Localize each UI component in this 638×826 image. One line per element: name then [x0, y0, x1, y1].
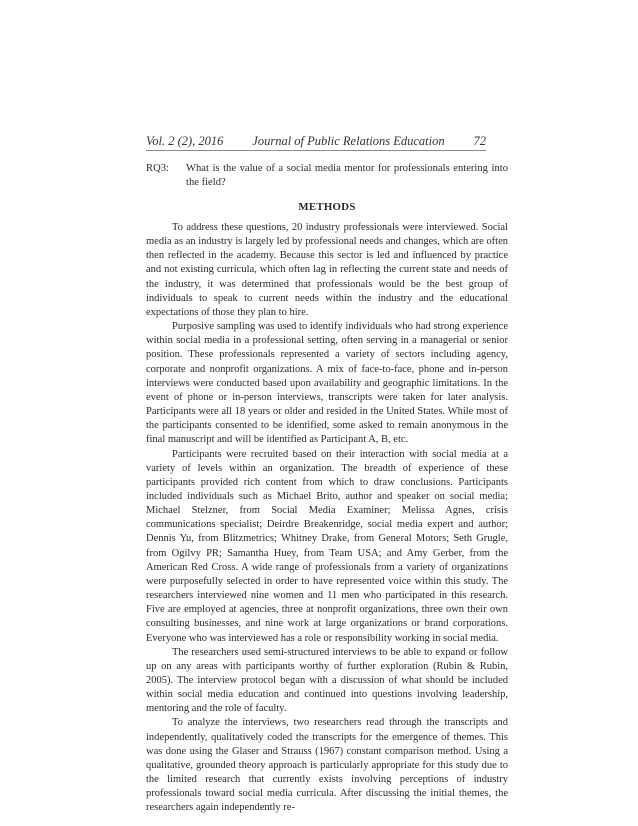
- research-question-3: [146, 162, 508, 190]
- running-header: [146, 134, 486, 149]
- journal-title: Journal of Public Relations Education: [252, 134, 445, 148]
- page-number: 72: [473, 134, 486, 148]
- volume-label: Vol. 2 (2), 2016: [146, 134, 224, 148]
- section-heading: METHODS: [298, 201, 356, 213]
- paragraph: Purposive sampling was used to identify individuals who had strong experience within social media in a professional setting, often serving in a managerial or senior position. These professionals represented a variety of sectors including agency, corporate and nonprofit organizations. A mix of face-to-face, phone and in-person interviews were conducted based upon availability and geographic limitations. In the event of phone or in-person interviews, transcripts were taken for later analysis. Participants were all 18 years or older and resided in the United States. While most of the participants consented to be identified, some asked to remain anonymous in the final manuscript and will be identified as Participant A, B, etc.: [146, 321, 508, 446]
- paragraph: To address these questions, 20 industry professionals were interviewed. Social media as an industry is largely led by professional needs and changes, which are often then reflected in the academy. Because this sector is led and influenced by practice and not existing curricula, which often lag in reflecting the current state and needs of the industry, it was determined that professionals would be the best group of individuals to speak to current needs within the industry and the educational expectations of those they plan to hire.: [146, 222, 508, 318]
- header-rule: [146, 150, 486, 151]
- rq-text: What is the value of a social media mentor for professionals entering into the field?: [186, 163, 508, 189]
- body-text: [146, 221, 508, 816]
- paragraph: To analyze the interviews, two researchers read through the transcripts and independently, qualitatively coded the transcripts for the emergence of themes. This was done using the Glaser and Strauss (1967) constant comparison method. Using a qualitative, grounded theory approach is particularly appropriate for this study due to the limited research that currently exists involving perceptions of industry professionals toward social media curricula. After discussing the initial themes, the researchers again independently re-: [146, 717, 508, 814]
- paragraph: Participants were recruited based on their interaction with social media at a variety of levels within an organization. The breadth of experience of these participants provided rich content from which to draw conclusions. Participants included individuals such as Michael Brito, author and speaker on social media; Michael Stelzner, from Social Media Examiner; Melissa Agnes, crisis communications specialist; Deirdre Breakenridge, social media expert and author; Dennis Yu, from Blitzmetrics; Whitney Drake, from General Motors; Seth Grugle, from Ogilvy PR; Samantha Huey, from Team USA; and Amy Gerber, from the American Red Cross. A wide range of professionals from a variety of organizations were purposefully selected in order to have represented voice within this study. The researchers interviewed nine women and 11 men who participated in this research. Five are employed at agencies, three at nonprofit organizations, three own their own consulting businesses, and nine work at large organizations or brand corporations. Everyone who was interviewed has a role or responsibility working in social media.: [146, 448, 508, 644]
- paragraph: The researchers used semi-structured interviews to be able to expand or follow up on any areas with participants worthy of further exploration (Rubin & Rubin, 2005). The interview protocol began with a discussion of what should be included within social media education and continued into questions involving leadership, mentoring and the role of faculty.: [146, 646, 508, 715]
- rq-label: RQ3:: [146, 163, 169, 174]
